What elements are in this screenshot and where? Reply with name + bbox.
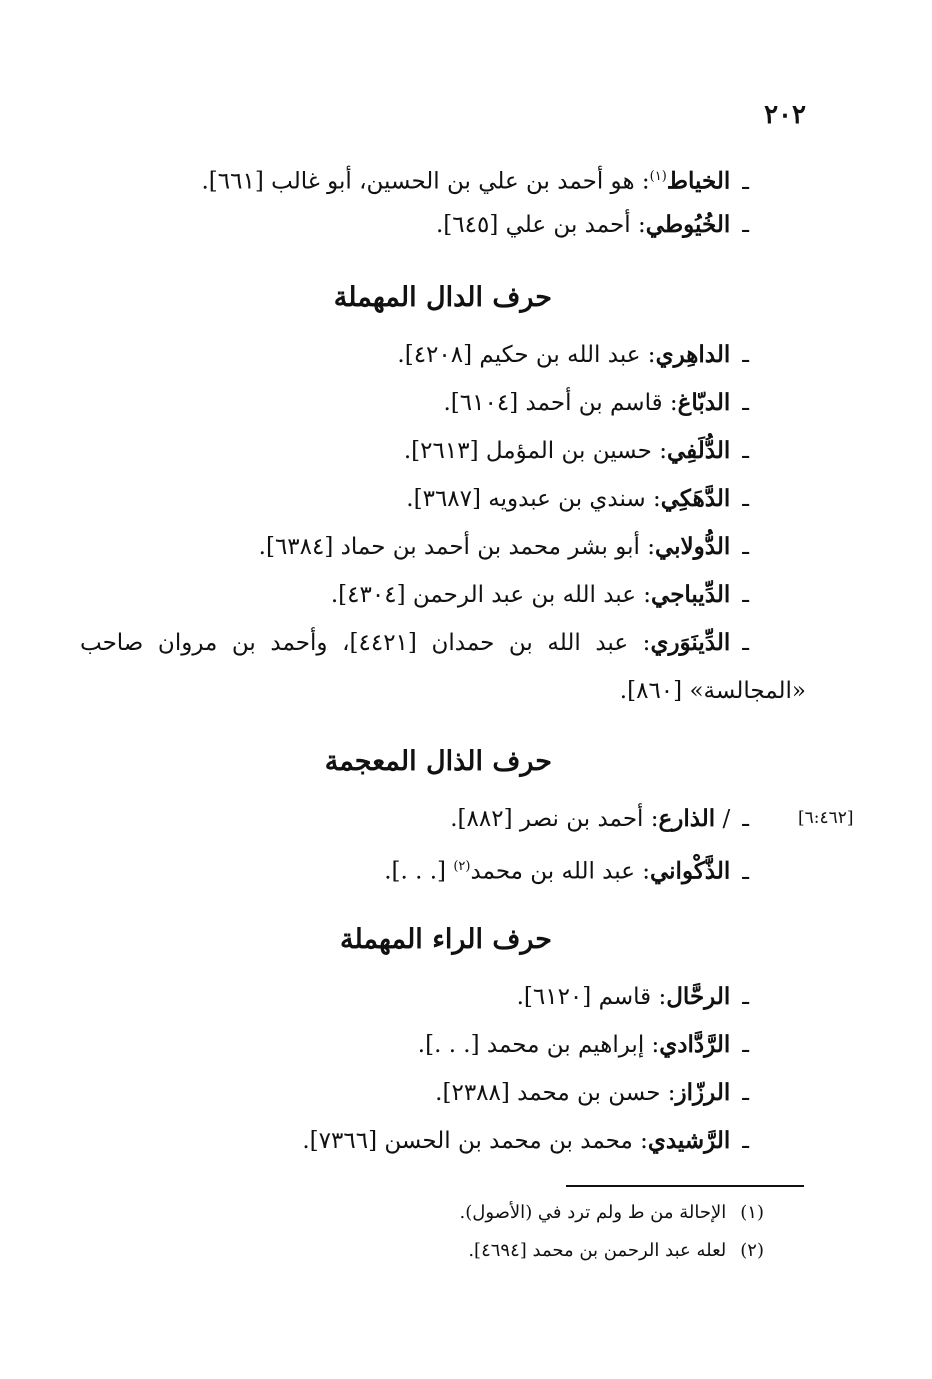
entry-term: الذَّكْواني bbox=[649, 857, 731, 885]
entry-dash: ـ bbox=[742, 168, 749, 195]
entry-dash: ـ bbox=[742, 1128, 749, 1154]
footnote-2 bbox=[468, 1238, 764, 1264]
entry-term: الخُيُوطي bbox=[645, 211, 731, 238]
entry-dinawari-continuation: «المجالسة» [٨٦٠]. bbox=[619, 678, 806, 704]
entry-dash: ـ bbox=[742, 438, 749, 464]
entry-dash: ـ bbox=[742, 630, 749, 656]
footnote-number: (٢) bbox=[740, 1240, 764, 1261]
entry-dhari bbox=[450, 802, 749, 836]
entry-term: الدِّيباجي bbox=[651, 581, 731, 608]
entry-text: : سندي بن عبدويه [٣٦٨٧]. bbox=[406, 486, 661, 512]
entry-text: : قاسم [٦١٢٠]. bbox=[516, 984, 667, 1010]
entry-text: : عبد الله بن محمد bbox=[470, 858, 650, 885]
entry-text: : إبراهيم بن محمد [. . .]. bbox=[417, 1032, 660, 1058]
entry-dibaji bbox=[331, 578, 749, 612]
entry-khuyuti bbox=[436, 208, 749, 242]
entry-text: : عبد الله بن عبد الرحمن [٤٣٠٤]. bbox=[330, 582, 652, 608]
footnote-1 bbox=[460, 1200, 764, 1226]
entry-dash: ـ bbox=[742, 984, 749, 1010]
entry-dash: ـ bbox=[742, 582, 749, 608]
section-heading-dhal: حرف الذال المعجمة bbox=[324, 746, 552, 777]
entry-dash: ـ bbox=[742, 534, 749, 560]
margin-reference: [٦:٤٦٢] bbox=[798, 808, 854, 828]
footnote-text: الإحالة من ط ولم ترد في (الأصول). bbox=[459, 1202, 727, 1223]
entry-term: الرحَّال bbox=[666, 983, 731, 1010]
entry-term: الرَّشيدي bbox=[647, 1127, 731, 1154]
entry-text: : حسين بن المؤمل [٢٦١٣]. bbox=[403, 438, 667, 464]
entry-text: : قاسم بن أحمد [٦١٠٤]. bbox=[443, 390, 678, 416]
entry-text: : عبد الله بن حكيم [٤٢٠٨]. bbox=[397, 342, 656, 368]
entry-dulafi bbox=[404, 434, 749, 468]
section-heading-ra: حرف الراء المهملة bbox=[339, 924, 552, 955]
entry-dash: ـ bbox=[742, 486, 749, 512]
entry-text-tail: [. . .]. bbox=[384, 858, 454, 885]
entry-dash: ـ bbox=[742, 212, 749, 238]
footnote-text: لعله عبد الرحمن بن محمد [٤٦٩٤]. bbox=[468, 1240, 727, 1261]
entry-dahiri bbox=[397, 338, 749, 372]
entry-dash: ـ bbox=[742, 390, 749, 416]
page-break-marker: / bbox=[715, 806, 731, 832]
entry-term: الدُّولابي bbox=[654, 533, 731, 560]
entry-text: : أحمد بن نصر [٨٨٢]. bbox=[450, 806, 659, 832]
entry-dabbagh bbox=[443, 386, 749, 420]
section-heading-dal: حرف الدال المهملة bbox=[333, 282, 552, 313]
entry-text: : حسن بن محمد [٢٣٨٨]. bbox=[435, 1080, 676, 1106]
entry-raddadi bbox=[418, 1028, 749, 1062]
entry-text: : أبو بشر محمد بن أحمد بن حماد [٦٣٨٤]. bbox=[258, 534, 655, 560]
entry-rashidi bbox=[302, 1124, 749, 1158]
entry-dahaki bbox=[406, 482, 749, 516]
entry-term: الدُّلَفِي bbox=[666, 437, 731, 464]
entry-dash: ـ bbox=[742, 342, 749, 368]
entry-text: : محمد بن محمد بن الحسن [٧٣٦٦]. bbox=[302, 1128, 648, 1154]
footnote-separator bbox=[566, 1185, 804, 1187]
entry-text: : أحمد بن علي [٦٤٥]. bbox=[435, 212, 646, 238]
page-number: ٢٠٢ bbox=[764, 100, 806, 130]
entry-term: الداهِري bbox=[655, 341, 731, 368]
footnote-number: (١) bbox=[740, 1202, 764, 1223]
entry-term: الرزّاز bbox=[675, 1079, 731, 1106]
entry-dash: ـ bbox=[742, 1032, 749, 1058]
entry-dinawari bbox=[80, 626, 749, 660]
entry-term: الذارع bbox=[658, 805, 716, 832]
entry-dash: ـ bbox=[742, 858, 749, 885]
entry-dash: ـ bbox=[742, 806, 749, 832]
entry-text: : هو أحمد بن علي بن الحسين، أبو غالب [٦٦١]. bbox=[201, 168, 650, 195]
entry-term: الدَّهَكِي bbox=[660, 485, 731, 512]
entry-dash: ـ bbox=[742, 1080, 749, 1106]
footnote-marker: (١) bbox=[649, 169, 667, 184]
entry-text: : عبد الله بن حمدان [٤٤٢١]، وأحمد بن مروان صاحب bbox=[80, 630, 651, 656]
entry-rahhal bbox=[517, 980, 749, 1014]
entry-dhakwani bbox=[384, 850, 749, 889]
entry-term: الدِّينَوَري bbox=[650, 629, 731, 656]
entry-term: الخياط bbox=[666, 167, 731, 195]
entry-khayyat bbox=[202, 160, 750, 199]
entry-dulabi bbox=[259, 530, 749, 564]
footnote-marker: (٢) bbox=[453, 859, 471, 874]
entry-term: الرَّدَّادي bbox=[659, 1031, 731, 1058]
entry-razzaz bbox=[435, 1076, 749, 1110]
entry-term: الدبّاغ bbox=[677, 389, 731, 416]
